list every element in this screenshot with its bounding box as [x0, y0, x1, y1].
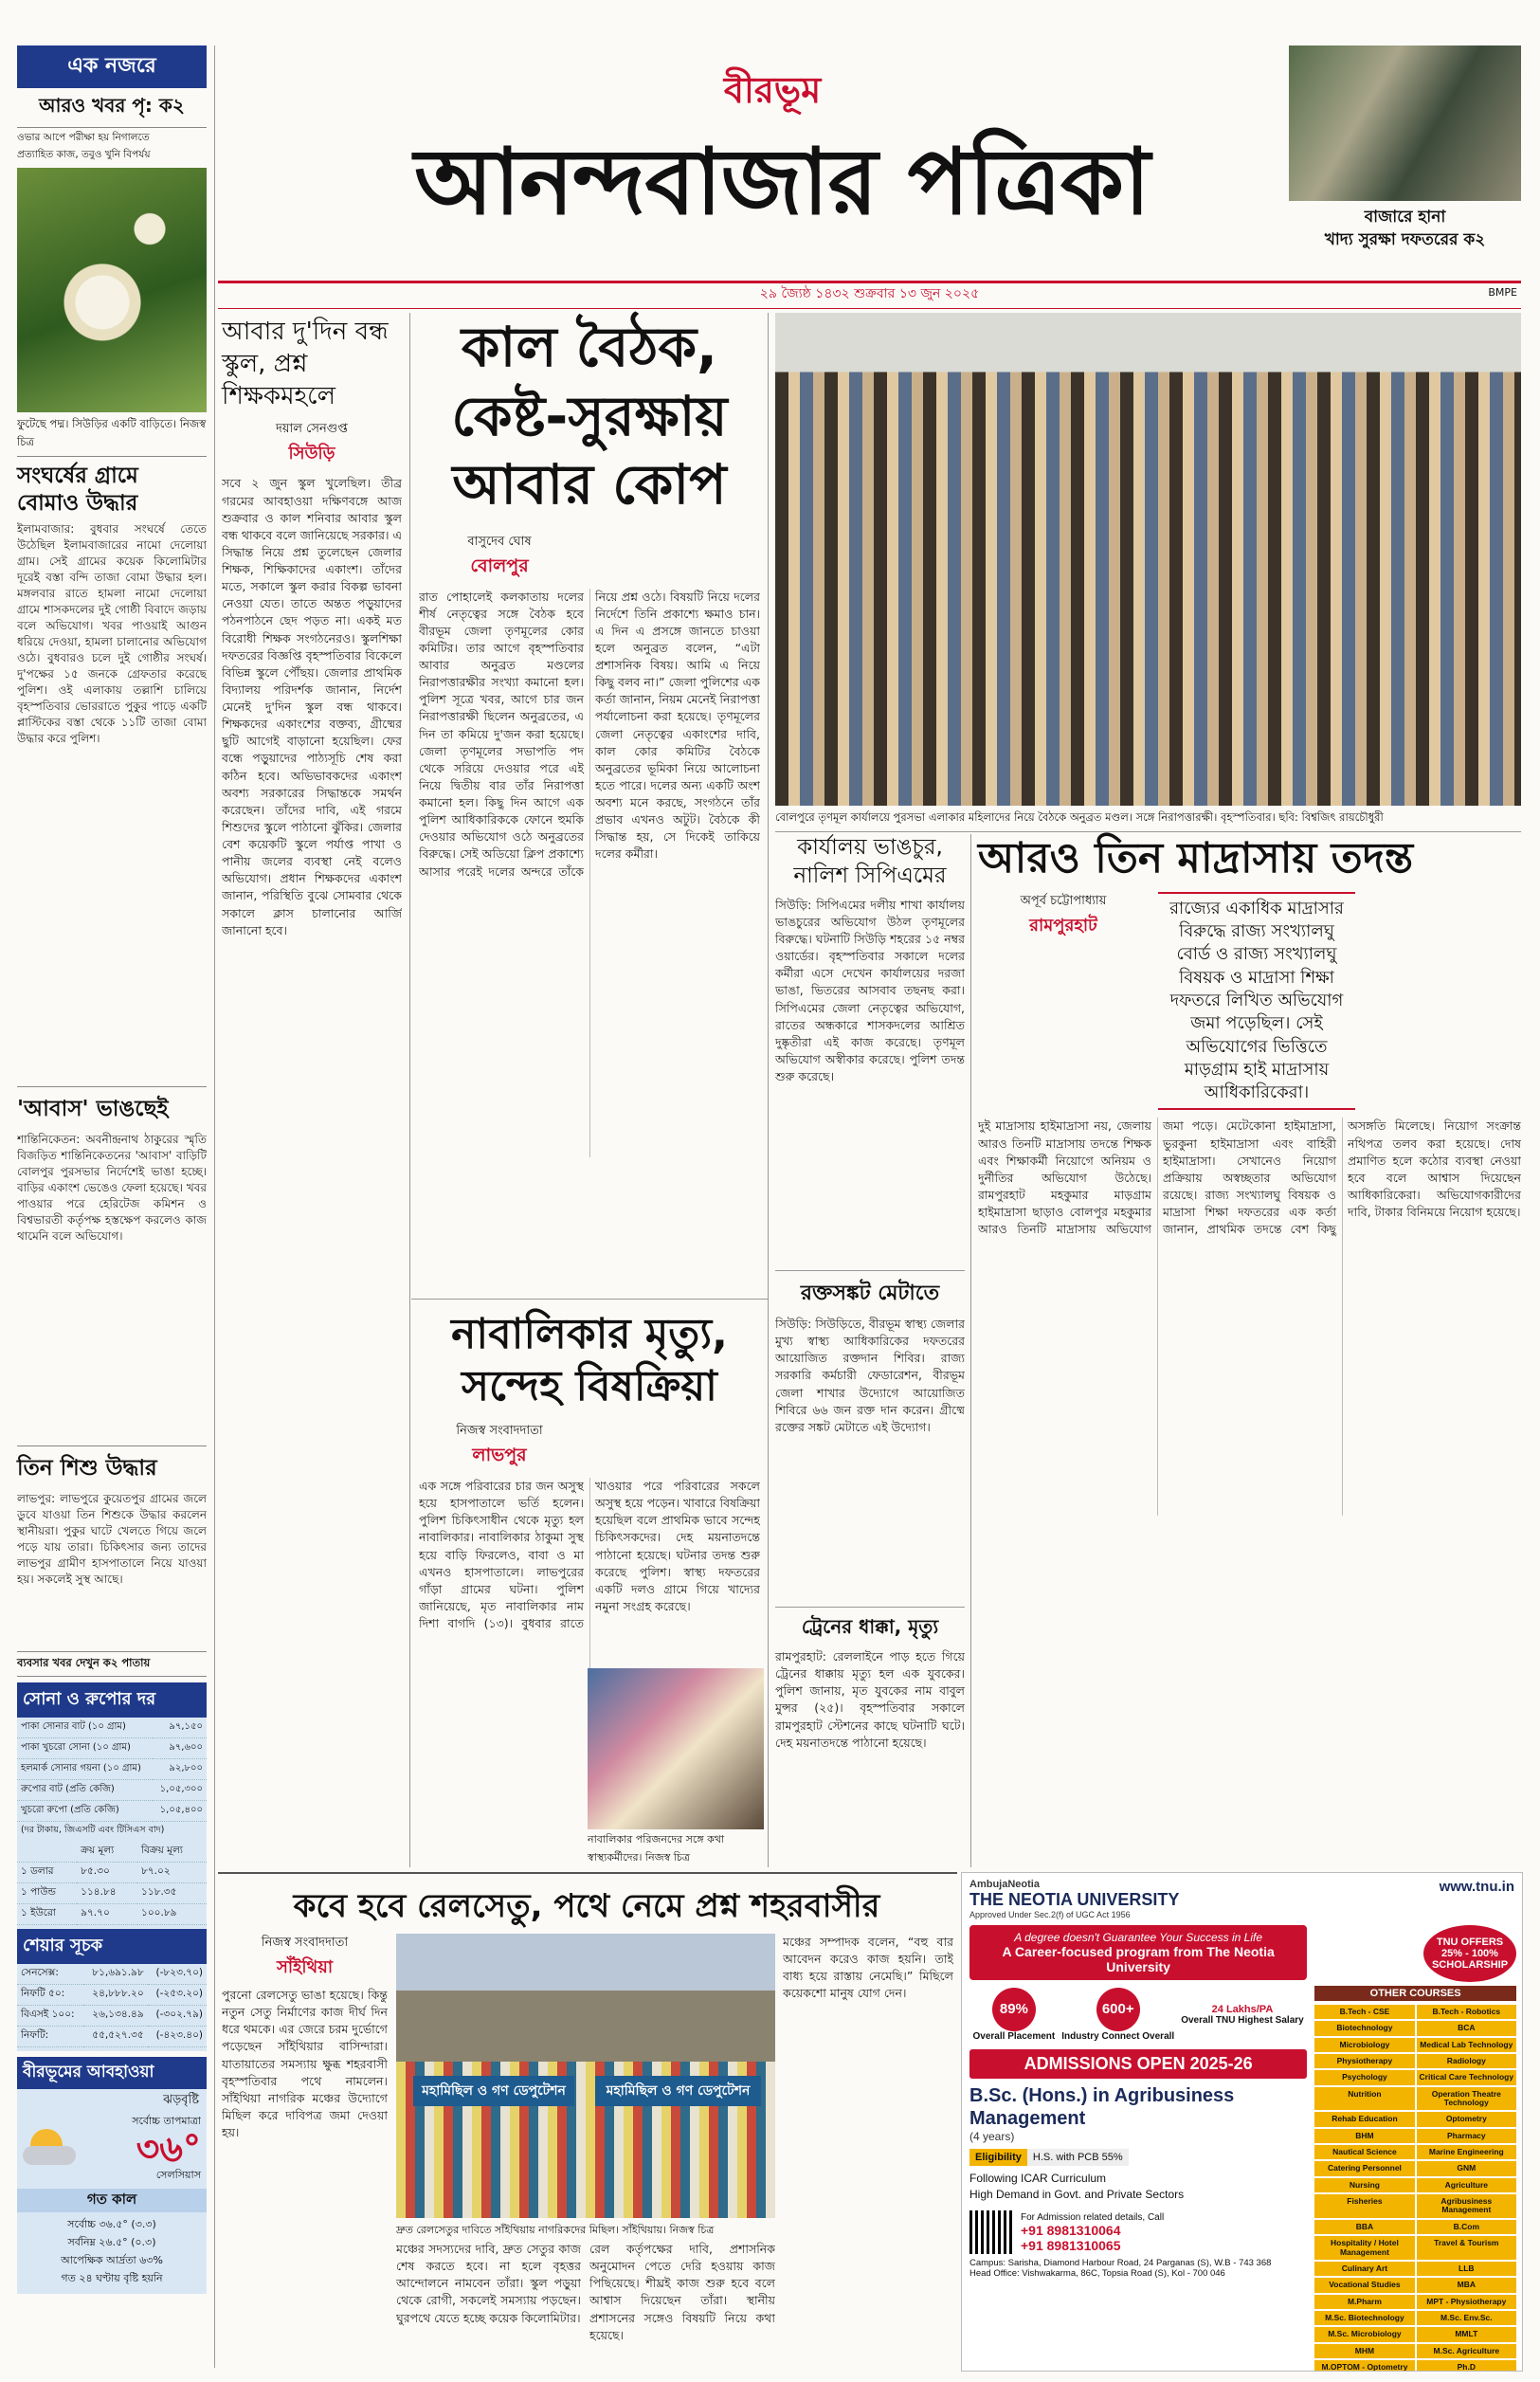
ad-point: High Demand in Govt. and Private Sectors — [969, 2188, 1185, 2201]
ad-univ-sub: Approved Under Sec.2(f) of UGC Act 1956 — [969, 1910, 1131, 1919]
course-tag: Rehab Education — [1314, 2112, 1414, 2126]
school-story — [222, 317, 402, 1773]
max-temp-label: সর্বোচ্চ তাপমাত্রা — [132, 2114, 201, 2127]
course-tag: Agriculture — [1417, 2178, 1516, 2192]
rail-story — [222, 1934, 388, 2366]
temp-row: সর্বনিম্ন ২৬.৫° (০.৩) — [67, 2235, 156, 2248]
course-tag: MHM — [1314, 2344, 1414, 2358]
yesterday-label: গত কাল — [17, 2189, 207, 2212]
left-story3-title: তিন শিশু উদ্ধার — [17, 1446, 207, 1487]
madrasa-place: রামপুরহাট — [1029, 915, 1097, 936]
ad-stat3: 24 Lakhs/PA — [1211, 2004, 1274, 2015]
ad-stat2-label: Industry Connect Overall — [1061, 2031, 1175, 2042]
train-body: রামপুরহাট: রেললাইনে পাড় হতে গিয়ে ট্রেনের ধাক্কায় মৃত্যু হল এক যুবকের। পুলিশ জানায়, মৃত যুবকের নাম বাবুল মুন্সর (২৫)। বৃহস্পতিবার সকালে রামপুরহাট স্টেশনের কাছে ঘটনাটি ঘটে। দেহ ময়নাতদন্তে পাঠানো হয়েছে। — [775, 1649, 965, 1750]
table-row: নিফটি ৫০: ২৪,৮৮৮.২০ (-২৫৩.২০) — [17, 1984, 207, 2005]
weather-box — [17, 2057, 207, 2294]
course-tag: MMLT — [1417, 2327, 1516, 2341]
course-tag: Optometry — [1417, 2112, 1516, 2126]
minor-headline: নাবালিকার মৃত্যু, সন্দেহ বিষক্রিয়া — [451, 1310, 728, 1410]
qr-code-icon[interactable] — [969, 2210, 1013, 2254]
lotus-caption: ফুটেছে পদ্ম। সিউড়ির একটি বাড়িতে। নিজস্ব চিত্র — [17, 412, 207, 457]
business-ref[interactable]: ব্যবসার খবর দেখুন ক২ পাতায় — [17, 1651, 207, 1677]
school-place: সিউড়ি — [288, 444, 335, 464]
section-rule — [411, 1299, 768, 1300]
ad-phone2[interactable]: +91 8981310065 — [1021, 2237, 1121, 2253]
course-tag: GNM — [1417, 2161, 1516, 2175]
madrasa-headline: আরও তিন মাদ্রাসায় তদন্ত — [978, 834, 1414, 882]
lead-headline: কাল বৈঠক, কেষ্ট-সুরক্ষায় আবার কোপ — [451, 315, 728, 517]
ad-tagline2: A Career-focused program from The Neotia University — [1002, 1944, 1275, 1974]
blood-body: সিউড়ি: সিউড়িতে, বীরভূম স্বাস্থ্য জেলার মুখ্য স্বাস্থ্য আধিকারিকের দফতরের আয়োজিত রক্তদান শিবির। রাজ্য সরকারি কর্মচারী ফেডারেশন, বীরভূম জেলা শাখার উদ্যোগে আয়োজিত শিবিরে ৬৬ জন রক্ত দান করেন। গ্রীষ্মে রক্তের সঙ্কট মেটাতে এই উদ্যোগ। — [775, 1317, 965, 1434]
minor-photo — [588, 1668, 764, 1829]
minor-body: এক সঙ্গে পরিবারের চার জন অসুস্থ হয়ে হাসপাতালে ভর্তি হলেন। পুলিশ চিকিৎসাধীন থেকে মৃত্যু হল নাবালিকার। নাবালিকার ঠাকুমা সুস্থ হয়ে বাড়ি ফিরলেও, বাবা ও মা এখনও হাসপাতালে। লাভপুরের গাঁড়া গ্রামের ঘটনা। পুলিশ জানিয়েছে, মৃত নাবালিকার নাম দিশা বাগদি (১৩)। বুধবার রাতে খাওয়ার পরে পরিবারের সকলে অসুস্থ হয়ে পড়েন। খাবারে বিষক্রিয়া হয়েছিল বলে প্রাথমিক ভাবে সন্দেহ চিকিৎসকদের। দেহ ময়নাতদন্তে পাঠানো হয়েছে। ঘটনার তদন্ত শুরু করেছে পুলিশ। স্বাস্থ্য দফতরের একটি দলও গ্রামে গিয়ে খাদ্যের নমুনা সংগ্রহ করেছে। — [419, 1479, 760, 1630]
cpim-story — [775, 834, 965, 1266]
temp-row: সর্বোচ্চ ৩৬.৫° (৩.৩) — [67, 2217, 156, 2230]
ad-phone1[interactable]: +91 8981310064 — [1021, 2222, 1121, 2238]
rail-place: সাঁইথিয়া — [276, 1957, 334, 1977]
course-tag: Operation Theatre Technology — [1417, 2087, 1516, 2111]
ear-photo — [1289, 45, 1521, 201]
table-row: পাকা খুচরো সোনা (১০ গ্রাম) ৯৭,৬০০ — [17, 1737, 207, 1758]
left-column — [17, 45, 207, 2294]
ear-caption1: বাজারে হানা — [1364, 208, 1446, 227]
train-story — [775, 1607, 965, 1895]
column-rule — [409, 313, 410, 1867]
glance-bullet: প্রত্যাহিত কাজ, তবুও খুনি বিপর্যয় — [17, 149, 151, 160]
cloud-rain-icon — [23, 2125, 80, 2173]
course-tag: Catering Personnel — [1314, 2161, 1414, 2175]
course-tag: Travel & Tourism — [1417, 2236, 1516, 2260]
blood-headline: রক্তসঙ্কট মেটাতে — [800, 1282, 940, 1305]
markets-box — [17, 1682, 207, 2051]
lotus-photo — [17, 168, 207, 412]
table-row: বিএসই ১০০: ২৬,১৩৪.৪৯ (-৩০২.৭৯) — [17, 2005, 207, 2026]
ad-stat2: 600+ — [1096, 1988, 1140, 2031]
table-row: খুচরো রুপো (প্রতি কেজি) ১,০৫,৪০০ — [17, 1800, 207, 1821]
course-tag: M.Sc. Env.Sc. — [1417, 2311, 1516, 2325]
minor-place: লাভপুর — [472, 1445, 527, 1465]
course-tag: Culinary Art — [1314, 2262, 1414, 2276]
course-tag: MBA — [1417, 2278, 1516, 2292]
edition-district: বীরভূম — [723, 69, 822, 111]
ad-course: B.Sc. (Hons.) in Agribusiness Management — [969, 2085, 1235, 2129]
rail-headline: কবে হবে রেলসেতু, পথে নেমে প্রশ্ন শহরবাসীর — [293, 1887, 880, 1925]
left-story3-body: লাভপুর: লাভপুরে কুয়েতপুর গ্রামের জলে ডুবে যাওয়া তিন শিশুকে উদ্ধার করলেন স্থানীয়রা। পুকুর ঘাটে খেলতে গিয়ে জলে পড়ে যায় তারা। চিকিৎসার জন্য তাদের লাভপুর গ্রামীণ হাসপাতালে নিয়ে যাওয়া হয়। সকলেই সুস্থ আছে। — [17, 1491, 207, 1586]
school-body: সবে ২ জুন স্কুল খুলেছিল। তীব্র গরমের আবহাওয়া দক্ষিণবঙ্গে আজ শুক্রবার ও কাল শনিবার আবার স্কুল বন্ধ থাকবে বলে জানিয়েছে সরকার। এ সিদ্ধান্ত নিয়ে প্রশ্ন তুলেছেন জেলার শিক্ষক, শিক্ষিকাদের একাংশ। তাঁদের মতে, সকালে স্কুল করার বিকল্প ভাবনা নেওয়া যেত। তাতে অন্তত পড়ুয়াদের পঠনপাঠনে ছেদ পড়ত না। একই মত বিরোধী শিক্ষক সংগঠনেরও। স্কুলশিক্ষা দফতরের বিজ্ঞপ্তি বৃহস্পতিবার বিকেলে বিভিন্ন স্কুলে পৌঁছয়। জেলার প্রাথমিক বিদ্যালয় পরিদর্শক জানান, নির্দেশ মেনেই দু'দিন স্কুল বন্ধ থাকবে। শিক্ষকদের একাংশের বক্তব্য, গ্রীষ্মের ছুটি আগেই বাড়ানো হয়েছিল। ফের বন্ধে পড়ুয়াদের পাঠ্যসূচি শেষ করা কঠিন হবে। অভিভাবকদের একাংশ অবশ্য সরকারের সিদ্ধান্তকে সমর্থন করেছেন। তাঁদের দাবি, এই গরমে শিশুদের স্কুলে পাঠানো ঝুঁকির। জেলার বেশ কয়েকটি স্কুলে পর্যাপ্ত পাখা ও পানীয় জলের ব্যবস্থা নেই বলেও অভিযোগ। প্রধান শিক্ষকদের একাংশ জানান, পরিস্থিতি বুঝে সোমবার থেকে সকালে ক্লাস চালানোর আর্জি জানানো হবে। — [222, 476, 402, 937]
course-tag: Biotechnology — [1314, 2021, 1414, 2035]
ad-elig-label: Eligibility — [969, 2149, 1027, 2166]
glance-bullet: ওভার আপে পরীক্ষা হয় নিগালতে — [17, 132, 150, 143]
course-tag: BCA — [1417, 2021, 1516, 2035]
lead-place: বোলপুর — [470, 555, 529, 576]
weather-condition: ঝড়বৃষ্টি — [163, 2092, 199, 2107]
date-bar — [218, 281, 1521, 309]
table-row: হলমার্ক সোনার গয়না (১০ গ্রাম) ৯২,৮০০ — [17, 1758, 207, 1779]
course-tag: Hospitality / Hotel Management — [1314, 2236, 1414, 2260]
ad-web[interactable]: www.tnu.in — [1439, 1879, 1514, 1895]
course-tag: Nutrition — [1314, 2087, 1414, 2111]
madrasa-story — [978, 834, 1521, 1516]
course-tag: B.Tech - CSE — [1314, 2005, 1414, 2019]
course-tag: M.Sc. Agriculture — [1417, 2344, 1516, 2358]
ad-campus: Campus: Sarisha, Diamond Harbour Road, 24 Parganas (S), W.B - 743 368 — [969, 2258, 1272, 2268]
ad-stat3-label: Overall TNU Highest Salary — [1181, 2015, 1304, 2026]
course-tag: Ph.D — [1417, 2360, 1516, 2372]
madrasa-pullquote: রাজ্যের একাধিক মাদ্রাসার বিরুদ্ধে রাজ্য সংখ্যালঘু বোর্ড ও রাজ্য সংখ্যালঘু বিষয়ক ও মাদ্রাসা শিক্ষা দফতরে লিখিত অভিযোগ জমা পড়েছিল। সেই অভিযোগের ভিত্তিতে মাড়গ্রাম হাই মাদ্রাসায় আধিকারিকেরা। — [1158, 892, 1355, 1111]
gold-title: সোনা ও রুপোর দর — [17, 1682, 207, 1718]
university-ad[interactable] — [961, 1872, 1523, 2372]
table-row: পাকা সোনার বাট (১০ গ্রাম) ৯৭,১৫০ — [17, 1718, 207, 1738]
table-row: নিফটি: ৫৫,৫২৭.৩৫ (-৪২৩.৪০) — [17, 2026, 207, 2046]
ad-univ: THE NEOTIA UNIVERSITY — [969, 1890, 1180, 1909]
course-tag: BHM — [1314, 2129, 1414, 2143]
at-a-glance-header: এক নজরে — [17, 45, 207, 88]
course-tag: Nursing — [1314, 2178, 1414, 2192]
course-tag: Pharmacy — [1417, 2129, 1516, 2143]
course-tag: Critical Care Technology — [1417, 2070, 1516, 2084]
temp-row: গত ২৪ ঘণ্টায় বৃষ্টি হয়নি — [61, 2271, 163, 2284]
minor-byline: নিজস্ব সংবাদদাতা — [456, 1424, 543, 1438]
rail-body3: রেল কর্তৃপক্ষের দাবি, প্রশাসনিক অনুমোদন পেতে দেরি হওয়ায় কাজ পিছিয়েছে। শীঘ্রই কাজ শুরু হবে বলে আশ্বাস দিয়েছেন তাঁরা। স্থানীয় প্রশাসনের সঙ্গেও বিষয়টি নিয়ে কথা হয়েছে। — [589, 2242, 775, 2342]
ear-caption2[interactable]: খাদ্য সুরক্ষা দফতরের ক২ — [1324, 230, 1486, 249]
weather-title: বীরভূমের আবহাওয়া — [17, 2057, 207, 2089]
rail-byline: নিজস্ব সংবাদদাতা — [261, 1936, 349, 1950]
course-tag: Psychology — [1314, 2070, 1414, 2084]
madrasa-body: দুই মাদ্রাসায় হাইমাদ্রাসা নয়, জেলায় আরও তিনটি মাদ্রাসায় তদন্তে শিক্ষক এবং শিক্ষাকর্মী নিয়োগে অনিয়ম ও দুর্নীতির অভিযোগ উঠেছে। রামপুরহাট মহকুমার মাড়গ্রাম হাইমাদ্রাসা ছাড়াও বোলপুর মহকুমার আরও তিনটি মাদ্রাসায় অভিযোগ জমা পড়ে। মেটেকোনা হাইমাদ্রাসা, ভুরকুনা হাইমাদ্রাসা এবং বাহিরী হাইমাদ্রাসা। সেখানেও নিয়োগ প্রক্রিয়ায় অস্বচ্ছতার অভিযোগ রয়েছে। রাজ্য সংখ্যালঘু বিষয়ক ও মাদ্রাসা শিক্ষা দফতরের এক কর্তা জানান, প্রাথমিক তদন্তে বেশ কিছু অসঙ্গতি মিলেছে। নিয়োগ সংক্রান্ত নথিপত্র তলব করা হয়েছে। দোষ প্রমাণিত হলে কঠোর ব্যবস্থা নেওয়া হবে বলে আশ্বাস দিয়েছেন আধিকারিকেরা। অভিযোগকারীদের দাবি, টাকার বিনিময়ে নিয়োগ হয়েছে। — [978, 1118, 1521, 1237]
course-tag: M.Sc. Biotechnology — [1314, 2311, 1414, 2325]
section-rule — [218, 1872, 957, 1874]
temp-row: আপেক্ষিক আর্দ্রতা ৬৩% — [61, 2253, 163, 2266]
madrasa-byline: অপূর্ব চট্টোপাধ্যায় — [1020, 893, 1107, 908]
ad-other-courses: OTHER COURSES — [1314, 1986, 1516, 2001]
train-headline: ট্রেনের ধাক্কা, মৃত্যু — [801, 1615, 939, 1638]
rail-body4: মঞ্চের সম্পাদক বলেন, “বহু বার আবেদন করেও কাজ হয়নি। তাই বাধ্য হয়ে রাস্তায় নেমেছি।” মিছিলে কয়েকশো মানুষ যোগ দেন। — [783, 1935, 953, 2001]
course-tag: B.Tech - Robotics — [1417, 2005, 1516, 2019]
course-grid — [1314, 2005, 1516, 2372]
rail-banner-left: মহামিছিল ও গণ ডেপুটেশন — [413, 2076, 574, 2106]
course-tag: M.OPTOM - Optometry — [1314, 2360, 1414, 2372]
course-tag: MPT - Physiotherapy — [1417, 2295, 1516, 2309]
rail-body2: মঞ্চের সদস্যদের দাবি, দ্রুত সেতুর কাজ শেষ করতে হবে। না হলে বৃহত্তর আন্দোলনে নামবেন তাঁরা। স্কুল পড়ুয়া থেকে রোগী, সকলেই সমস্যায় পড়ছেন। ঘুরপথে যেতে হচ্ছে কয়েক কিলোমিটার। — [396, 2242, 581, 2325]
main-photo-caption: বোলপুরে তৃণমূল কার্যালয়ে পুরসভা এলাকার মহিলাদের নিয়ে বৈঠকে অনুব্রত মণ্ডল। সঙ্গে নিরাপত্তারক্ষী। বৃহস্পতিবার। ছবি: বিশ্বজিৎ রায়চৌধুরী — [775, 809, 1521, 832]
blood-story — [775, 1270, 965, 1600]
left-story2-title: 'আবাস' ভাঙছেই — [17, 1086, 207, 1128]
rail-banner-right: মহামিছিল ও গণ ডেপুটেশন — [595, 2076, 761, 2106]
left-story2-body: শান্তিনিকেতন: অবনীন্দ্রনাথ ঠাকুরের স্মৃতি বিজড়িত শান্তিনিকেতনের 'আবাস' বাড়িটি বোলপুর পুরসভার নির্দেশেই ভাঙা হচ্ছে। বাড়ির একাংশ ভেঙেও ফেলা হয়েছে। খবর পাওয়ার পরে হেরিটেজ কমিশন ও বিশ্বভারতী কর্তৃপক্ষ হস্তক্ষেপ করলেও কাজ থামেনি বলে অভিযোগ। — [17, 1132, 207, 1243]
course-tag: M.Sc. Microbiology — [1314, 2327, 1414, 2341]
school-headline: আবার দু'দিন বন্ধ স্কুল, প্রশ্ন শিক্ষকমহলে — [222, 318, 389, 410]
ad-elig: H.S. with PCB 55% — [1027, 2149, 1129, 2166]
minor-photo-caption: নাবালিকার পরিজনদের সঙ্গে কথা স্বাস্থ্যকর্মীদের। নিজস্ব চিত্র — [588, 1833, 725, 1864]
ad-admissions: ADMISSIONS OPEN 2025-26 — [969, 2049, 1307, 2079]
ad-head-office: Head Office: Vishwakarma, 86C, Topsia Road (S), Kol - 700 046 — [969, 2268, 1225, 2279]
rail-photo — [396, 1934, 775, 2218]
table-row: রুপোর বাট (প্রতি কেজি) ১,০৫,৩০০ — [17, 1779, 207, 1800]
course-tag: Radiology — [1417, 2054, 1516, 2068]
cpim-body: সিউড়ি: সিপিএমের দলীয় শাখা কার্যালয় ভাঙচুরের অভিযোগ উঠল তৃণমূলের বিরুদ্ধে। ঘটনাটি সিউড়ি শহরের ১৫ নম্বর ওয়ার্ডের। বৃহস্পতিবার সকালে দলের কর্মীরা এসে দেখেন কার্যালয়ের দরজা ভাঙা, ভিতরের আসবাব তছনছ করা। সিপিএমের জেলা নেতৃত্বের অভিযোগ, রাতের অন্ধকারে শাসকদলের আশ্রিত দুষ্কৃতীরা এই কাজ করেছে। তৃণমূল অভিযোগ অস্বীকার করেছে। পুলিশ তদন্ত শুরু করেছে। — [775, 897, 965, 1084]
rail-body1: পুরনো রেলসেতু ভাঙা হয়েছে। কিন্তু নতুন সেতু নির্মাণের কাজ দীর্ঘ দিন ধরে থমকে। এর জেরে চরম দুর্ভোগে পড়েছেন সাঁইথিয়ার বাসিন্দারা। যাতায়াতের সমস্যায় ক্ষুব্ধ শহরবাসী বৃহস্পতিবার পথে নামলেন। সাঁইথিয়া নাগরিক মঞ্চের উদ্যোগে মিছিল করে দাবিপত্র জমা দেওয়া হয়। — [222, 1988, 388, 2139]
column-rule — [970, 834, 971, 1867]
masthead-title: আনন্দবাজার পত্রিকা — [414, 129, 1150, 235]
edition-code: BMPE — [1488, 286, 1517, 299]
school-byline: দয়াল সেনগুপ্ত — [276, 422, 348, 437]
course-tag: Nautical Science — [1314, 2145, 1414, 2159]
course-tag: Medical Lab Technology — [1417, 2038, 1516, 2052]
course-tag: Marine Engineering — [1417, 2145, 1516, 2159]
rail-photo-caption: দ্রুত রেলসেতুর দাবিতে সাঁইথিয়ায় নাগরিকদের মিছিল। সাঁইথিয়ায়। নিজস্ব চিত্র — [396, 2224, 715, 2236]
course-tag: M.Pharm — [1314, 2295, 1414, 2309]
date-line: ২৯ জ্যৈষ্ঠ ১৪৩২ শুক্রবার ১৩ জুন ২০২৫ — [759, 286, 980, 301]
course-tag: Agribusiness Management — [1417, 2194, 1516, 2218]
ad-years: (4 years) — [969, 2130, 1015, 2143]
lead-body: রাত পোহালেই কলকাতায় দলের শীর্ষ নেতৃত্বের সঙ্গে বৈঠক হবে বীরভূম জেলা তৃণমূলের কোর কমিটির। তার আগে বৃহস্পতিবার আবার অনুব্রত মণ্ডলের নিরাপত্তারক্ষীর সংখ্যা কমানো হল। পুলিশ সূত্রে খবর, আগে চার জন নিরাপত্তারক্ষী ছিলেন অনুব্রতের, এ দিন তা কমিয়ে দু'জন করা হয়েছে। জেলা তৃণমূলের সভাপতি পদ থেকে সরিয়ে দেওয়ার পরে এই নিয়ে দ্বিতীয় বার তাঁর নিরাপত্তা কমানো হল। কিছু দিন আগে এক পুলিশ আধিকারিককে ফোনে হুমকি দেওয়ার অভিযোগ ওঠে অনুব্রতের বিরুদ্ধে। সেই অডিয়ো ক্লিপ প্রকাশ্যে আসার পরেই দলের অন্দরে তাঁকে নিয়ে প্রশ্ন ওঠে। বিষয়টি নিয়ে দলের নির্দেশে তিনি প্রকাশ্যে ক্ষমাও চান। এ দিন এ প্রসঙ্গে জানতে চাওয়া হলে অনুব্রত বলেন, “এটা প্রশাসনিক বিষয়। আমি এ নিয়ে কিছু বলব না।” জেলা পুলিশের এক কর্তা জানান, নিয়ম মেনেই নিরাপত্তা পর্যালোচনা করা হয়েছে। তৃণমূলের জেলা নেতৃত্বের একাংশের দাবি, কাল কোর কমিটির বৈঠকে অনুব্রতের ভূমিকা নিয়ে আলোচনা হতে পারে। দলের অন্য একটি অংশ অবশ্য মনে করছে, সংগঠনে তাঁর প্রভাব এখনও অটুট। বৈঠকে কী সিদ্ধান্ত হয়, সে দিকেই তাকিয়ে দলের কর্মীরা। — [419, 589, 760, 879]
course-tag: Vocational Studies — [1314, 2278, 1414, 2292]
table-row: ১ ডলার ৮৫.৩০ ৮৭.০২ — [17, 1862, 207, 1882]
cpim-headline: কার্যালয় ভাঙচুর, নালিশ সিপিএমের — [793, 835, 947, 888]
table-row: ১ পাউন্ড ১১৪.৮৪ ১১৮.৩৫ — [17, 1882, 207, 1903]
left-story1-title: সংঘর্ষের গ্রামে বোমাও উদ্ধার — [17, 464, 138, 516]
ad-point: Following ICAR Curriculum — [969, 2172, 1107, 2185]
more-news-link[interactable]: আরও খবর পৃ: ক২ — [17, 88, 207, 128]
ad-tagline1: A degree doesn't Guarantee Your Success in Life — [1014, 1931, 1263, 1944]
gold-table — [17, 1718, 207, 1822]
course-tag: Physiotherapy — [1314, 2054, 1414, 2068]
course-tag: BBA — [1314, 2220, 1414, 2234]
ad-stat1: 89% — [992, 1988, 1036, 2031]
lead-story — [419, 313, 760, 1157]
share-title: শেয়ার সূচক — [17, 1929, 207, 1964]
course-tag: Microbiology — [1314, 2038, 1414, 2052]
ad-stat1-label: Overall Placement — [972, 2031, 1056, 2042]
share-table — [17, 1964, 207, 2047]
max-temp-value: ৩৬° — [136, 2127, 201, 2170]
table-row: ১ ইউরো ৯৭.৭০ ১০০.৮৯ — [17, 1903, 207, 1924]
course-tag: B.Com — [1417, 2220, 1516, 2234]
left-story1-body: ইলামবাজার: বুধবার সংঘর্ষে তেতে উঠেছিল ইলামবাজারের নামো দেলোয়া গ্রাম। সেই গ্রামের কয়েক কিলোমিটার দূরেই বস্তা বন্দি তাজা বোমা উদ্ধার হল। মঙ্গলবার রাতে হামলা নামো দেলোয়া গ্রামে শাসকদলের দুই গোষ্ঠী বিবাদে জড়ায় বলে অভিযোগ। খবর পাওয়াই আগুন ধরিয়ে দেওয়া, হামলা চালানোর অভিযোগ ওঠে। বুধবারও চলে দুই গোষ্ঠীর সংঘর্ষ। দু'পক্ষের ১৫ জনকে গ্রেফতার করেছে পুলিশ। ওই এলাকায় তল্লাশি চালিয়ে বৃহস্পতিবার ভোররাতে পুকুর পাড়ে একটি প্লাস্টিকের বস্তা থেকে ১১টি তাজা বোমা উদ্ধার করে পুলিশ। — [17, 521, 207, 745]
ad-brand: AmbujaNeotia — [969, 1879, 1040, 1890]
ad-scholarship: TNU OFFERS 25% - 100% SCHOLARSHIP — [1423, 1925, 1516, 1982]
main-photo — [775, 313, 1521, 806]
table-row: ক্রয় মূল্য বিক্রয় মূল্য — [17, 1842, 207, 1863]
ad-contact-label: For Admission related details, Call — [1021, 2211, 1165, 2223]
column-rule — [214, 45, 215, 2368]
column-rule — [768, 313, 769, 1867]
lead-byline: বাসুদেব ঘোষ — [467, 534, 532, 549]
course-tag: Fisheries — [1314, 2194, 1414, 2218]
course-tag: LLB — [1417, 2262, 1516, 2276]
celsius-label: সেলসিয়াস — [155, 2168, 201, 2181]
table-row: সেনসেক্স: ৮১,৬৯১.৯৮ (-৮২৩.৭০) — [17, 1964, 207, 1985]
currency-table — [17, 1842, 207, 1925]
gold-note: (দর টাকায়, জিএসটি এবং টিসিএস বাদ) — [21, 1824, 165, 1835]
